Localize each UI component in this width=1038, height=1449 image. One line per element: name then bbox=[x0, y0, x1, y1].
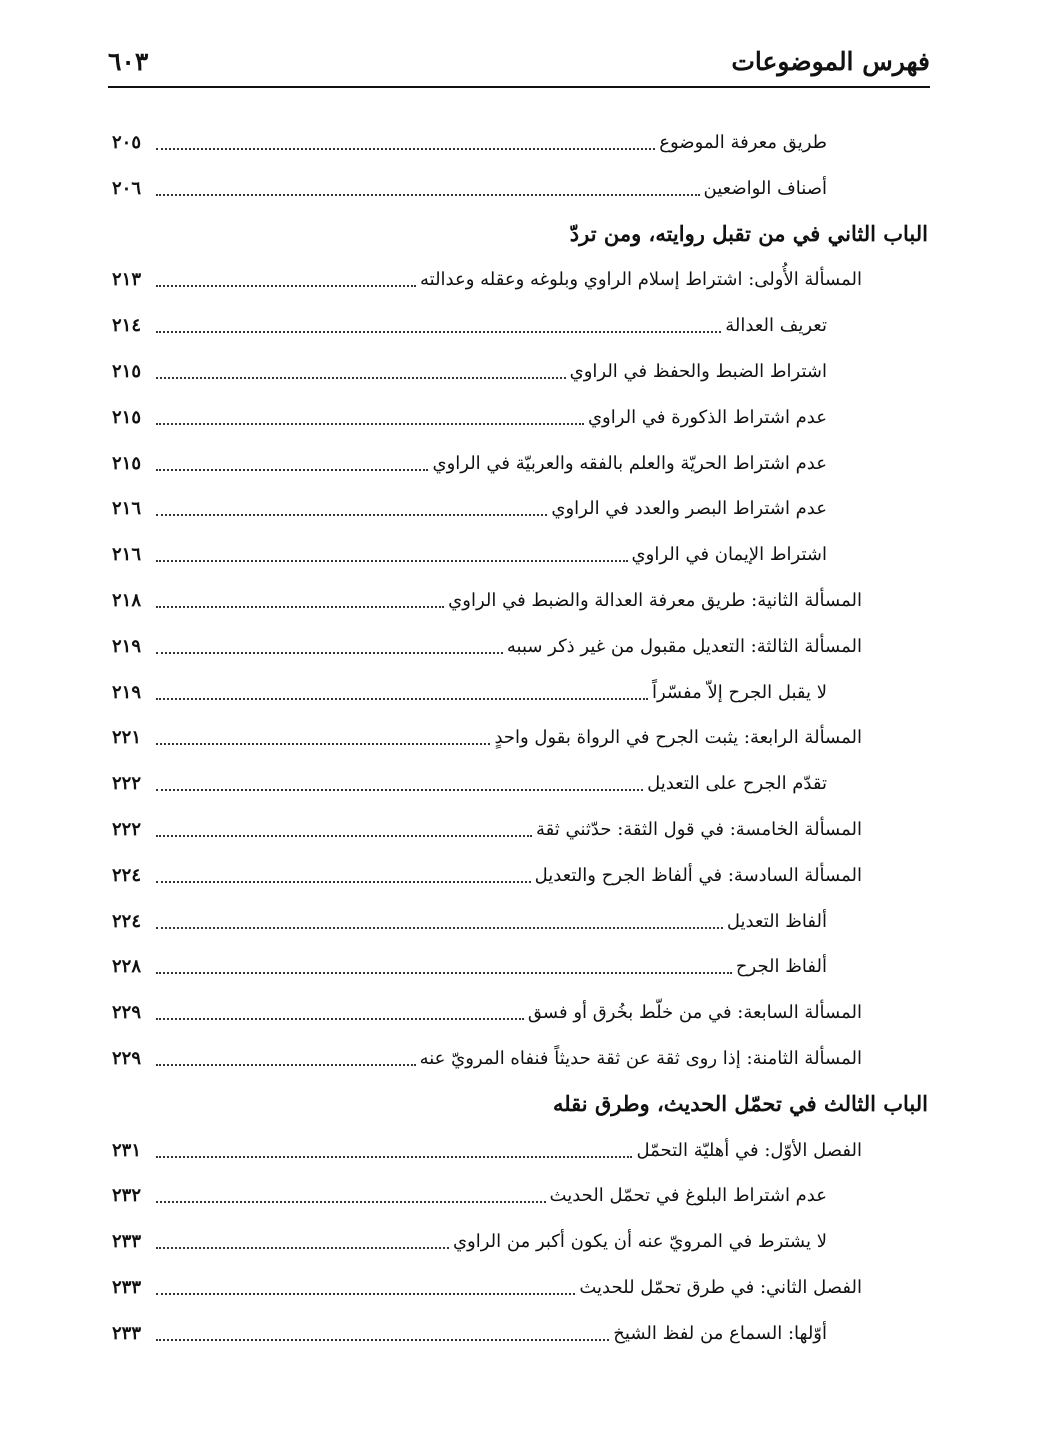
entry-title: ألفاظ الجرح bbox=[735, 955, 827, 977]
entry-title: الفصل الثاني: في طرق تحمّل للحديث bbox=[579, 1276, 862, 1298]
entry-page-number: ٢٢١ bbox=[112, 726, 142, 748]
entry-page-number: ٢٣٣ bbox=[112, 1276, 142, 1298]
entry-title: عدم اشتراط البصر والعدد في الراوي bbox=[551, 497, 827, 519]
entry-page-number: ٢١٦ bbox=[112, 497, 142, 519]
entry-page-number: ٢٢٤ bbox=[112, 864, 142, 886]
entry-title: المسألة السادسة: في ألفاظ الجرح والتعديل bbox=[534, 864, 862, 886]
dot-leader bbox=[156, 193, 700, 196]
toc-section-entry bbox=[112, 580, 862, 620]
toc-subentry bbox=[112, 443, 827, 483]
entry-page-number: ٢١٥ bbox=[112, 360, 142, 382]
entry-page-number: ٢٣٣ bbox=[112, 1322, 142, 1344]
entry-title: تعريف العدالة bbox=[725, 314, 827, 336]
entry-page-number: ٢٣٢ bbox=[112, 1184, 142, 1206]
entry-title: الفصل الأوّل: في أهليّة التحمّل bbox=[636, 1139, 862, 1161]
dot-leader bbox=[156, 147, 655, 150]
dot-leader bbox=[156, 1063, 416, 1066]
entry-title: عدم اشتراط البلوغ في تحمّل الحديث bbox=[549, 1184, 827, 1206]
entry-page-number: ٢٣١ bbox=[112, 1139, 142, 1161]
entry-title: المسألة الثامنة: إذا روى ثقة عن ثقة حديثاً فنفاه المرويّ عنه bbox=[419, 1047, 862, 1069]
toc-section-entry bbox=[112, 717, 862, 757]
toc-section-entry bbox=[112, 1267, 862, 1307]
toc-section-entry bbox=[112, 1130, 862, 1170]
entry-page-number: ٢٢٩ bbox=[112, 1001, 142, 1023]
dot-leader bbox=[156, 605, 444, 608]
dot-leader bbox=[156, 1200, 546, 1203]
dot-leader bbox=[156, 1155, 632, 1158]
dot-leader bbox=[156, 880, 531, 883]
dot-leader bbox=[156, 559, 628, 562]
entry-title: عدم اشتراط الذكورة في الراوي bbox=[587, 406, 827, 428]
entry-title: تقدّم الجرح على التعديل bbox=[647, 772, 827, 794]
dot-leader bbox=[156, 376, 566, 379]
entry-title: المسألة الخامسة: في قول الثقة: حدّثني ثقة bbox=[535, 818, 862, 840]
entry-title: ألفاظ التعديل bbox=[726, 910, 827, 932]
entry-title: لا يقبل الجرح إلاّ مفسّراً bbox=[652, 681, 827, 703]
toc-subentry bbox=[112, 1221, 827, 1261]
header-title: فهرس الموضوعات bbox=[731, 47, 930, 76]
dot-leader bbox=[156, 697, 648, 700]
dot-leader bbox=[156, 742, 490, 745]
toc-section-entry bbox=[112, 1038, 862, 1078]
dot-leader bbox=[156, 422, 584, 425]
dot-leader bbox=[156, 1292, 575, 1295]
dot-leader bbox=[156, 1338, 609, 1341]
entry-page-number: ٢٢٨ bbox=[112, 955, 142, 977]
dot-leader bbox=[156, 834, 532, 837]
dot-leader bbox=[156, 284, 416, 287]
dot-leader bbox=[156, 513, 547, 516]
dot-leader bbox=[156, 651, 503, 654]
dot-leader bbox=[156, 971, 732, 974]
entry-title: طريق معرفة الموضوع bbox=[659, 131, 827, 153]
entry-page-number: ٢٣٣ bbox=[112, 1230, 142, 1252]
toc-subentry bbox=[112, 488, 827, 528]
entry-page-number: ٢٠٥ bbox=[112, 131, 142, 153]
dot-leader bbox=[156, 926, 723, 929]
entry-title: المسألة الأُولى: اشتراط إسلام الراوي وبلوغه وعقله وعدالته bbox=[419, 268, 862, 290]
entry-title: المسألة الثانية: طريق معرفة العدالة والضبط في الراوي bbox=[448, 589, 862, 611]
toc-subentry bbox=[112, 1175, 827, 1215]
entry-page-number: ٢١٨ bbox=[112, 589, 142, 611]
dot-leader bbox=[156, 1017, 524, 1020]
toc-subentry bbox=[112, 1313, 827, 1353]
dot-leader bbox=[156, 1246, 449, 1249]
entry-page-number: ٢١٥ bbox=[112, 406, 142, 428]
toc-section-entry bbox=[112, 259, 862, 299]
entry-title: أصناف الواضعين bbox=[703, 177, 827, 199]
toc-subentry bbox=[112, 763, 827, 803]
entry-page-number: ٢٢٤ bbox=[112, 910, 142, 932]
entry-title: أوّلها: السماع من لفظ الشيخ bbox=[613, 1322, 827, 1344]
entry-page-number: ٢١٦ bbox=[112, 543, 142, 565]
dot-leader bbox=[156, 330, 721, 333]
entry-title: لا يشترط في المرويّ عنه أن يكون أكبر من الراوي bbox=[452, 1230, 827, 1252]
entry-page-number: ٢٢٩ bbox=[112, 1047, 142, 1069]
toc-section-entry bbox=[112, 809, 862, 849]
entry-page-number: ٢١٥ bbox=[112, 452, 142, 474]
toc-subentry bbox=[112, 305, 827, 345]
entry-title: اشتراط الإيمان في الراوي bbox=[631, 543, 827, 565]
toc-subentry bbox=[112, 122, 827, 162]
entry-title: اشتراط الضبط والحفظ في الراوي bbox=[569, 360, 827, 382]
toc-subentry bbox=[112, 534, 827, 574]
entry-page-number: ٢١٩ bbox=[112, 635, 142, 657]
toc-section-entry bbox=[112, 626, 862, 666]
running-header bbox=[108, 40, 930, 88]
entry-page-number: ٢٠٦ bbox=[112, 177, 142, 199]
toc-section-entry bbox=[112, 855, 862, 895]
entry-page-number: ٢٢٢ bbox=[112, 818, 142, 840]
toc-subentry bbox=[112, 901, 827, 941]
entry-title: عدم اشتراط الحريّة والعلم بالفقه والعربيّة في الراوي bbox=[432, 452, 827, 474]
entry-title: المسألة الثالثة: التعديل مقبول من غير ذكر سببه bbox=[506, 635, 862, 657]
entry-title: المسألة السابعة: في من خلّط بخُرق أو فسق bbox=[527, 1001, 862, 1023]
toc-subentry bbox=[112, 351, 827, 391]
toc-section-entry bbox=[112, 992, 862, 1032]
dot-leader bbox=[156, 788, 643, 791]
toc-subentry bbox=[112, 168, 827, 208]
entry-page-number: ٢١٣ bbox=[112, 268, 142, 290]
entry-page-number: ٢١٤ bbox=[112, 314, 142, 336]
toc-subentry bbox=[112, 397, 827, 437]
toc-subentry bbox=[112, 672, 827, 712]
part-heading: الباب الثاني في من تقبل روايته، ومن تردّ bbox=[569, 220, 928, 246]
part-heading: الباب الثالث في تحمّل الحديث، وطرق نقله bbox=[552, 1090, 928, 1116]
entry-page-number: ٢٢٢ bbox=[112, 772, 142, 794]
entry-page-number: ٢١٩ bbox=[112, 681, 142, 703]
entry-title: المسألة الرابعة: يثبت الجرح في الرواة بقول واحدٍ bbox=[494, 726, 862, 748]
page-number: ٦٠٣ bbox=[108, 47, 149, 76]
dot-leader bbox=[156, 468, 428, 471]
toc-subentry bbox=[112, 946, 827, 986]
